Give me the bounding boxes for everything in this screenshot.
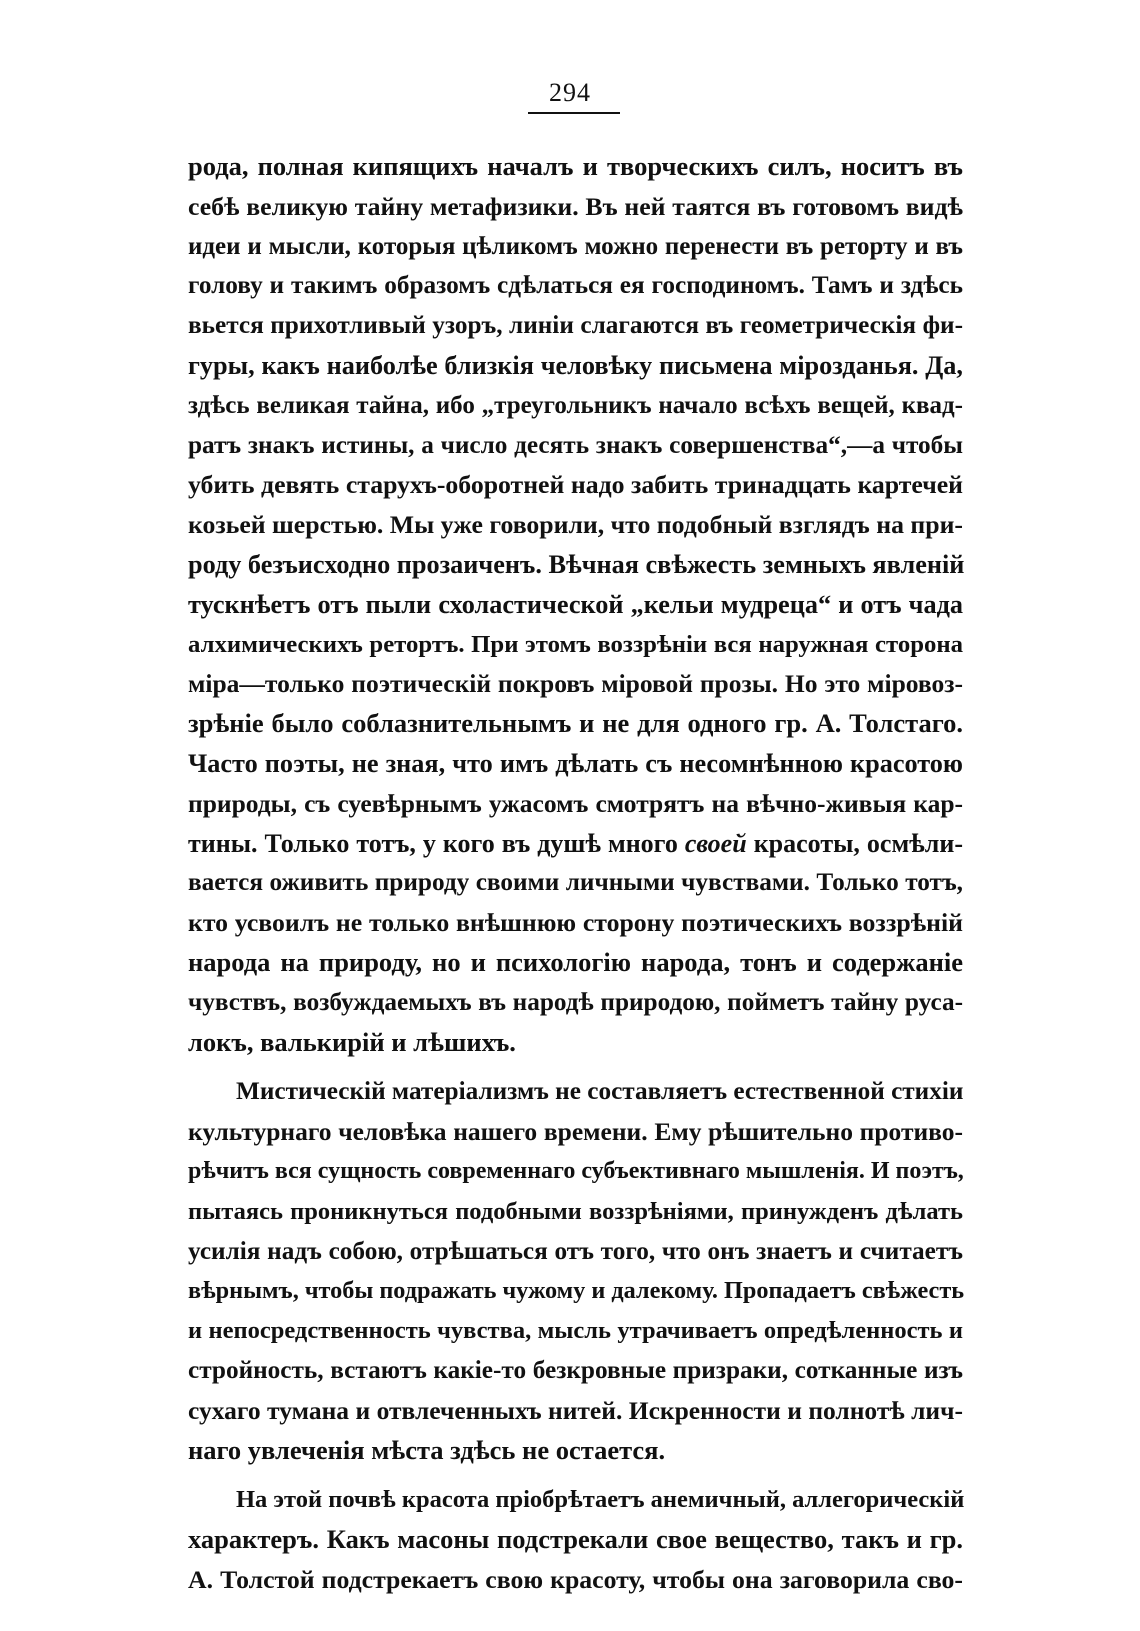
text-line: гуры, какъ наиболѣе близкія человѣку письмена мірозданья. Да, xyxy=(188,350,963,380)
text-line: народа на природу, но и психологію народа, тонъ и содержаніе xyxy=(188,946,963,977)
italic-word: своей xyxy=(684,828,747,858)
text-line: зрѣніе было соблазнительнымъ и не для одного гр. А. Толстаго. xyxy=(188,708,963,739)
text-line: вается оживить природу своими личными чувствами. Только тотъ, xyxy=(188,868,963,897)
text-line: культурнаго человѣка нашего времени. Ему рѣшительно противо- xyxy=(188,1117,963,1147)
text-line: Часто поэты, не зная, что имъ дѣлать съ несомнѣнною красотою xyxy=(188,748,963,778)
text-line: алхимическихъ ретортъ. При этомъ воззрѣніи вся наружная сторона xyxy=(188,630,963,658)
text-segment: красоты, осмѣли- xyxy=(753,828,964,858)
text-line: тускнѣетъ отъ пыли схоластической „кельи мудреца“ и отъ чада xyxy=(188,589,963,619)
page-number-rule xyxy=(528,112,620,114)
paragraph-spacer xyxy=(188,1470,963,1480)
text-line: кто усвоилъ не только внѣшнюю сторону поэтическихъ воззрѣній xyxy=(188,908,963,938)
text-line: ратъ знакъ истины, а число десять знакъ совершенства“,—а чтобы xyxy=(188,430,963,459)
text-line: На этой почвѣ красота пріобрѣтаетъ анемичный, аллегорическій xyxy=(236,1486,965,1514)
paragraph-spacer xyxy=(188,1062,963,1072)
text-line: здѣсь великая тайна, ибо „треугольникъ начало всѣхъ вещей, квад- xyxy=(188,391,963,419)
text-line: козьей шерстью. Мы уже говорили, что подобный взглядъ на при- xyxy=(188,510,963,540)
text-line: А. Толстой подстрекаетъ свою красоту, чтобы она заговорила сво- xyxy=(188,1564,963,1594)
text-line: вьется прихотливый узоръ, линіи слагаются въ геометрическія фи- xyxy=(188,311,963,340)
paragraph-3 xyxy=(188,1480,963,1599)
text-line: наго увлеченія мѣста здѣсь не остается. xyxy=(188,1434,666,1465)
text-line: рѣчитъ вся сущность современнаго субъективнаго мышленія. И поэтъ, xyxy=(188,1157,964,1184)
text-line: усилія надъ собою, отрѣшаться отъ того, что онъ знаетъ и считаетъ xyxy=(188,1236,963,1265)
text-line: сухаго тумана и отвлеченныхъ нитей. Искренности и полнотѣ лич- xyxy=(188,1395,963,1425)
text-line: міра—только поэтическій покровъ міровой прозы. Но это міровоз- xyxy=(188,669,963,699)
paragraph-2 xyxy=(188,1072,963,1470)
text-line: рода, полная кипящихъ началъ и творческихъ силъ, носитъ въ xyxy=(188,151,963,181)
text-line: чувствъ, возбуждаемыхъ въ народѣ природою, пойметъ тайну руса- xyxy=(188,987,963,1016)
text-line: стройность, встаютъ какіе-то безкровные призраки, сотканные изъ xyxy=(188,1355,963,1384)
paragraph-1 xyxy=(188,147,963,1062)
text-line: локъ, валькирій и лѣшихъ. xyxy=(188,1026,516,1057)
text-line: и непосредственность чувства, мысль утрачиваетъ опредѣленность и xyxy=(188,1317,963,1345)
text-line: Мистическій матеріализмъ не составляетъ естественной стихіи xyxy=(236,1077,964,1106)
text-line: природы, съ суевѣрнымъ ужасомъ смотрятъ на вѣчно-живыя кар- xyxy=(188,788,963,818)
text-line: идеи и мысли, которыя цѣликомъ можно перенести въ реторту и въ xyxy=(188,232,963,260)
text-line: убить девять старухъ-оборотней надо забить тринадцать картечей xyxy=(188,470,963,500)
text-line: роду безъисходно прозаиченъ. Вѣчная свѣжесть земныхъ явленій xyxy=(188,549,965,579)
text-line: себѣ великую тайну метафизики. Въ ней таятся въ готовомъ видѣ xyxy=(188,191,963,221)
page-number: 294 xyxy=(549,78,591,107)
text-line-with-italic xyxy=(188,824,963,864)
body-text xyxy=(188,147,963,1600)
text-line: голову и такимъ образомъ сдѣлаться ея господиномъ. Тамъ и здѣсь xyxy=(188,271,963,300)
text-line: вѣрнымъ, чтобы подражать чужому и далекому. Пропадаетъ свѣжесть xyxy=(188,1277,965,1305)
text-segment: тины. Только тотъ, у кого въ душѣ много xyxy=(188,828,678,858)
text-line: пытаясь проникнуться подобными воззрѣніями, принужденъ дѣлать xyxy=(188,1197,963,1225)
text-line: характеръ. Какъ масоны подстрекали свое вещество, такъ и гр. xyxy=(188,1524,963,1555)
